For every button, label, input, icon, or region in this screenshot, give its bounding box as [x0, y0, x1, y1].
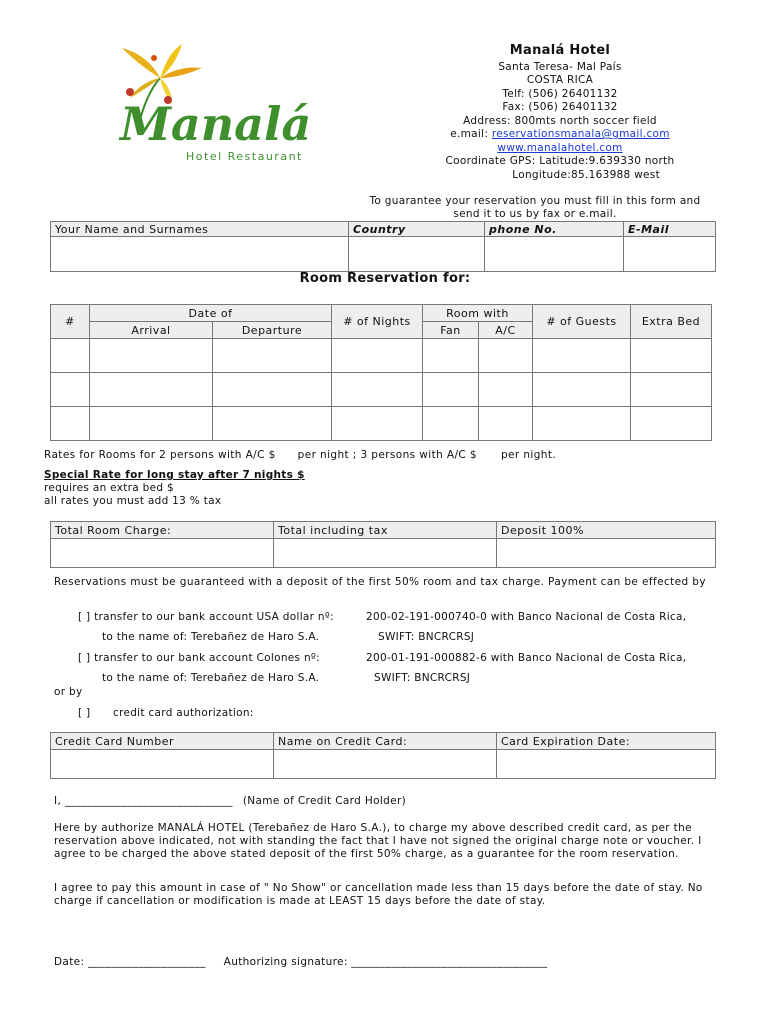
- row-number-header: #: [51, 305, 90, 339]
- arrival-cell[interactable]: [90, 339, 213, 373]
- table-row: [51, 373, 712, 407]
- rates-2-persons: Rates for Rooms for 2 persons with A/C $: [44, 449, 276, 461]
- fan-header: Fan: [423, 322, 479, 339]
- deposit-field[interactable]: [497, 539, 716, 568]
- card-holder-field[interactable]: I, ______________________________: [54, 795, 233, 807]
- address-line: Address: 800mts north soccer field: [463, 114, 657, 127]
- phone-header: phone No.: [485, 222, 624, 237]
- contact-table: [50, 221, 716, 272]
- card-name-field[interactable]: [274, 750, 497, 779]
- guarantee-note: [355, 195, 715, 221]
- address-line: Santa Teresa- Mal País: [498, 60, 622, 73]
- phone-field[interactable]: [485, 237, 624, 272]
- total-room-charge-field[interactable]: [51, 539, 274, 568]
- nights-cell[interactable]: [332, 373, 423, 407]
- credit-card-table: [50, 732, 716, 779]
- country-header: Country: [349, 222, 485, 237]
- credit-card-checkbox[interactable]: [ ]: [78, 707, 91, 719]
- logo-wordmark: Manalá: [120, 97, 312, 151]
- hotel-logo: [108, 40, 318, 170]
- credit-card-auth-label: credit card authorization:: [113, 707, 254, 719]
- nights-header: # of Nights: [332, 305, 423, 339]
- address-line: COSTA RICA: [526, 74, 594, 86]
- card-holder-line: [54, 795, 714, 808]
- table-row: [51, 339, 712, 373]
- ac-header: A/C: [479, 322, 533, 339]
- hotel-header: [400, 44, 720, 182]
- fax-line: Fax: (506) 26401132: [502, 101, 618, 113]
- ac-cell[interactable]: [479, 407, 533, 441]
- rates-3-persons: per night ; 3 persons with A/C $: [297, 449, 477, 461]
- card-number-field[interactable]: [51, 750, 274, 779]
- card-expiration-field[interactable]: [497, 750, 716, 779]
- date-field[interactable]: Date: _____________________: [54, 956, 206, 968]
- authorization-paragraph: Here by authorize MANALÁ HOTEL (Terebañez de Haro S.A.), to charge my above described credit card, as per the reservation above indicated, not with standing the fact that I have not signed the original charge note or voucher. I agree to be charged the above stated deposit of the first 50% charge, as a guarantee for the room reservation.: [54, 822, 702, 860]
- extra-bed-cell[interactable]: [631, 373, 712, 407]
- website-link[interactable]: www.manalahotel.com: [497, 141, 623, 154]
- gps-latitude: Coordinate GPS: Latitude:9.639330 north: [445, 155, 675, 167]
- country-field[interactable]: [349, 237, 485, 272]
- extra-bed-cell[interactable]: [631, 407, 712, 441]
- date-of-header: Date of: [90, 305, 332, 322]
- total-tax-field[interactable]: [274, 539, 497, 568]
- room-with-header: Room with: [423, 305, 533, 322]
- signature-line: [54, 956, 714, 969]
- extra-bed-note: requires an extra bed $: [44, 482, 174, 494]
- total-tax-header: Total including tax: [274, 522, 497, 539]
- rates-line: [44, 449, 556, 461]
- card-number-header: Credit Card Number: [51, 733, 274, 750]
- name-header: Your Name and Surnames: [51, 222, 349, 237]
- usd-swift: SWIFT: BNCRCRSJ: [378, 631, 475, 643]
- extra-bed-header: Extra Bed: [631, 305, 712, 339]
- email-link[interactable]: reservationsmanala@gmail.com: [491, 128, 670, 140]
- tax-note: all rates you must add 13 % tax: [44, 495, 222, 507]
- guests-cell[interactable]: [533, 339, 631, 373]
- totals-table: [50, 521, 716, 568]
- guests-cell[interactable]: [533, 373, 631, 407]
- ac-cell[interactable]: [479, 373, 533, 407]
- guarantee-line: send it to us by fax or e.mail.: [453, 208, 617, 220]
- fan-cell[interactable]: [423, 407, 479, 441]
- fan-cell[interactable]: [423, 339, 479, 373]
- cell[interactable]: [51, 339, 90, 373]
- deposit-header: Deposit 100%: [497, 522, 716, 539]
- colones-transfer-option: [ ] transfer to our bank account Colones nº:: [78, 652, 320, 664]
- room-reservation-title: Room Reservation for:: [299, 271, 471, 286]
- table-row: [51, 407, 712, 441]
- nights-cell[interactable]: [332, 339, 423, 373]
- departure-header: Departure: [213, 322, 332, 339]
- card-expiration-header: Card Expiration Date:: [497, 733, 716, 750]
- name-field[interactable]: [51, 237, 349, 272]
- rates-per-night: per night.: [500, 449, 557, 461]
- arrival-header: Arrival: [90, 322, 213, 339]
- special-rate-title: Special Rate for long stay after 7 nights $: [44, 469, 305, 481]
- usd-transfer-option: [ ] transfer to our bank account USA dollar nº:: [78, 611, 334, 623]
- guests-header: # of Guests: [533, 305, 631, 339]
- cell[interactable]: [51, 373, 90, 407]
- phone-line: Telf: (506) 26401132: [502, 87, 618, 100]
- room-table: [50, 304, 712, 441]
- email-line: [400, 128, 720, 142]
- usd-account-name: to the name of: Terebañez de Haro S.A.: [102, 631, 320, 643]
- card-holder-label: (Name of Credit Card Holder): [242, 795, 407, 807]
- email-field[interactable]: [624, 237, 716, 272]
- no-show-paragraph: I agree to pay this amount in case of " No Show" or cancellation made less than 15 days before the date of stay. No charge if cancellation or modification is made at LEAST 15 days before the date of stay.: [54, 882, 703, 907]
- logo-subtitle: Hotel Restaurant: [186, 150, 303, 163]
- colones-swift: SWIFT: BNCRCRSJ: [374, 672, 471, 684]
- or-by-label: or by: [54, 686, 83, 698]
- usd-account-number: 200-02-191-000740-0 with Banco Nacional de Costa Rica,: [366, 611, 687, 623]
- email-label: e.mail:: [450, 128, 489, 140]
- reservation-terms: Reservations must be guaranteed with a deposit of the first 50% room and tax charge. Payment can be effected by: [54, 576, 706, 588]
- departure-cell[interactable]: [213, 407, 332, 441]
- arrival-cell[interactable]: [90, 407, 213, 441]
- departure-cell[interactable]: [213, 339, 332, 373]
- fan-cell[interactable]: [423, 373, 479, 407]
- extra-bed-cell[interactable]: [631, 339, 712, 373]
- nights-cell[interactable]: [332, 407, 423, 441]
- departure-cell[interactable]: [213, 373, 332, 407]
- cell[interactable]: [51, 407, 90, 441]
- email-header: E-Mail: [624, 222, 716, 237]
- special-rate: [44, 469, 305, 508]
- gps-longitude: Longitude:85.163988 west: [512, 168, 660, 181]
- hotel-title: Manalá Hotel: [509, 43, 611, 58]
- colones-account-name: to the name of: Terebañez de Haro S.A.: [102, 672, 320, 684]
- ac-cell[interactable]: [479, 339, 533, 373]
- colones-account-number: 200-01-191-000882-6 with Banco Nacional de Costa Rica,: [366, 652, 687, 664]
- arrival-cell[interactable]: [90, 373, 213, 407]
- guests-cell[interactable]: [533, 407, 631, 441]
- signature-field[interactable]: Authorizing signature: ___________________________________: [223, 956, 548, 968]
- total-room-charge-header: Total Room Charge:: [51, 522, 274, 539]
- card-name-header: Name on Credit Card:: [274, 733, 497, 750]
- guarantee-line: To guarantee your reservation you must fill in this form and: [369, 195, 701, 207]
